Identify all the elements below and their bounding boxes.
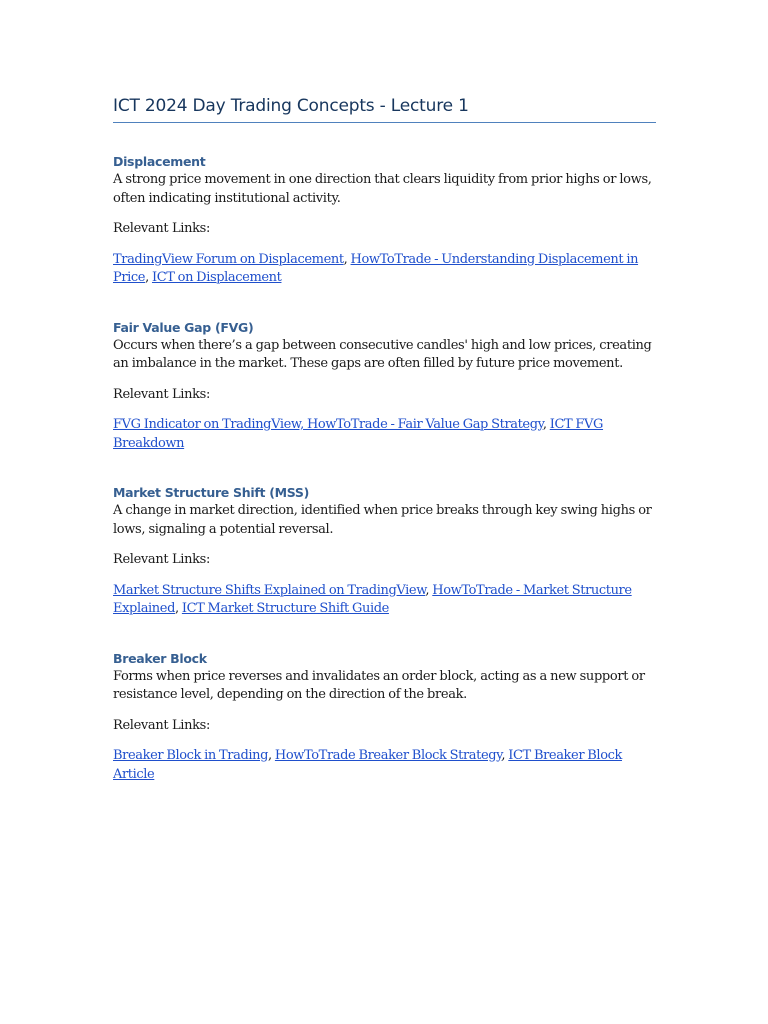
link-separator: , <box>175 601 182 616</box>
link-ict-breaker-block-article[interactable]: ICT Breaker Block Article <box>113 748 622 782</box>
links-list <box>113 747 656 784</box>
section-market-structure-shift <box>113 484 656 619</box>
section-description: A change in market direction, identified when price breaks through key swing highs or lows, signaling a potential reversal. <box>113 503 652 537</box>
section-heading: Breaker Block <box>113 650 207 666</box>
section-description: Forms when price reverses and invalidates an order block, acting as a new support or resistance level, depending on the direction of the break. <box>113 668 645 702</box>
links-list <box>113 582 656 619</box>
section-breaker-block <box>113 650 656 785</box>
link-mss-tradingview[interactable]: Market Structure Shifts Explained on TradingView <box>113 582 426 598</box>
links-list <box>113 251 656 288</box>
links-list <box>113 416 656 453</box>
relevant-links-label: Relevant Links: <box>113 717 210 733</box>
link-breaker-block-trading[interactable]: Breaker Block in Trading <box>113 748 269 763</box>
relevant-links-label: Relevant Links: <box>113 552 210 567</box>
link-ict-fvg-breakdown[interactable]: ICT FVG Breakdown <box>113 417 604 451</box>
link-separator: , <box>501 748 509 763</box>
relevant-links-label: Relevant Links: <box>113 221 210 236</box>
link-separator: , <box>145 270 152 285</box>
link-ict-mss-guide[interactable]: ICT Market Structure Shift Guide <box>181 601 389 616</box>
relevant-links-label: Relevant Links: <box>113 386 210 402</box>
link-howtotrade-market-structure[interactable]: HowToTrade - Market Structure Explained <box>113 582 632 616</box>
section-fair-value-gap <box>113 319 656 454</box>
link-howtotrade-displacement[interactable]: HowToTrade - Understanding Displacement in Price <box>113 251 639 285</box>
link-separator: , <box>343 251 351 267</box>
link-tradingview-displacement[interactable]: TradingView Forum on Displacement <box>113 251 344 267</box>
link-fvg-indicator-howtotrade[interactable]: FVG Indicator on TradingView, HowToTrade - Fair Value Gap Strategy <box>113 417 543 432</box>
section-heading: Displacement <box>113 154 206 169</box>
link-howtotrade-breaker-block[interactable]: HowToTrade Breaker Block Strategy <box>274 748 502 763</box>
section-heading: Fair Value Gap (FVG) <box>113 319 254 335</box>
document-page <box>113 92 656 815</box>
link-separator: , <box>542 417 550 432</box>
section-displacement <box>113 153 656 288</box>
document-title: ICT 2024 Day Trading Concepts - Lecture 1 <box>113 92 656 123</box>
link-separator: , <box>425 582 433 598</box>
section-description: Occurs when there’s a gap between consecutive candles' high and low prices, creating an imbalance in the market. These gaps are often filled by future price movement. <box>113 337 652 371</box>
section-heading: Market Structure Shift (MSS) <box>113 485 310 500</box>
link-separator: , <box>268 748 275 763</box>
link-ict-displacement[interactable]: ICT on Displacement <box>151 270 282 285</box>
section-description: A strong price movement in one direction that clears liquidity from prior highs or lows, often indicating institutional activity. <box>113 172 652 206</box>
